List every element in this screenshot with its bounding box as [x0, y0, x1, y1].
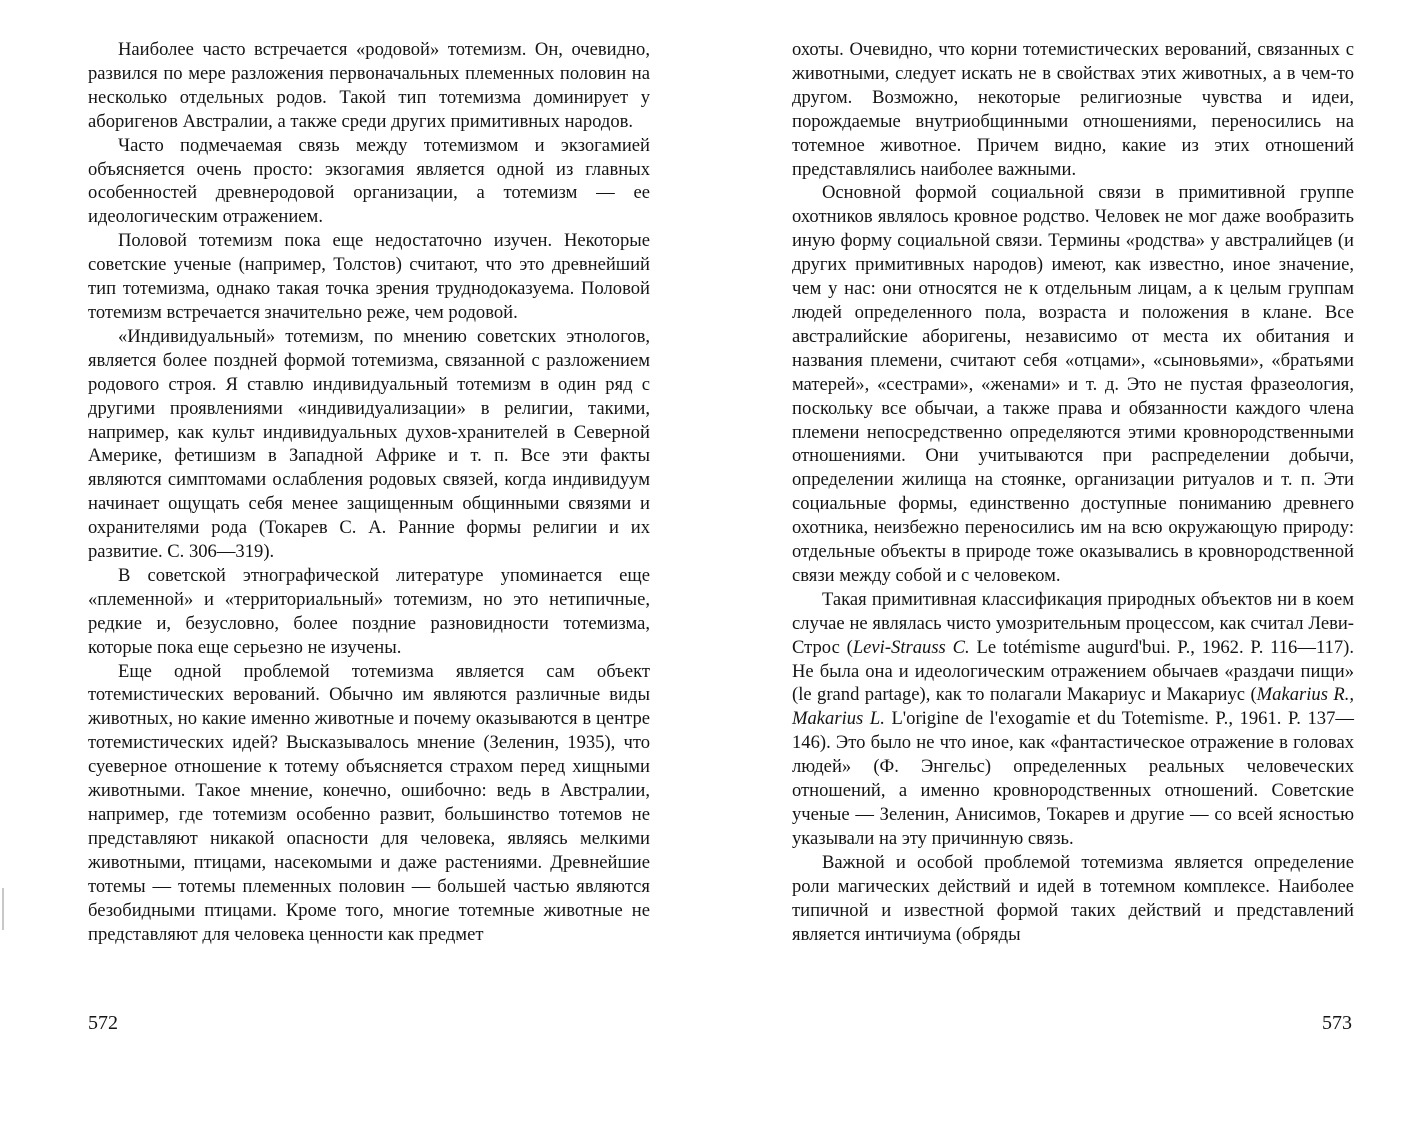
right-paragraph-1: охоты. Очевидно, что корни тотемистических верований, связанных с животными, следует искать не в свойствах этих животных, а в чем-то другом. Возможно, некоторые религиозные чувства и идеи, порождаемые внутриобщинными отношениями, переносились на тотемное животное. Причем видно, какие из этих отношений представлялись наиболее важными.	[792, 39, 1354, 180]
right-page-number: 573	[1322, 1012, 1352, 1034]
left-paragraph-6: Еще одной проблемой тотемизма является сам объект тотемистических верований. Обычно им являются различные виды животных, но какие именно животные и почему оказываются в центре тотемистических идей? Высказывалось мнение (Зеленин, 1935), что суеверное отношение к тотему объясняется страхом перед хищными животными. Такое мнение, конечно, ошибочно: ведь в Австралии, например, где тотемизм особенно развит, большинство тотемов не представляют никакой опасности для человека, являясь мелкими животными, птицами, насекомыми и даже растениями. Древнейшие тотемы — тотемы племенных половин — большей частью являются безобидными птицами. Кроме того, многие тотемные животные не представляют для человека ценности как предмет	[88, 660, 650, 945]
right-paragraph-3: Такая примитивная классификация природных объектов ни в коем случае не являлась чисто умозрительным процессом, как считал Леви-Строс (Levi-Strauss C. Le totémisme augurd'bui. P., 1962. P. 116—117). Не была она и идеологическим отражением обычаев «раздачи пищи» (le grand partage), как то полагали Макариус и Макариус (Makarius R., Makarius L. L'origine de l'exogamie et du Totemisme. P., 1961. P. 137—146). Это было не что иное, как «фантастическое отражение в головах людей» (Ф. Энгельс) определенных реальных человеческих отношений, а именно кровнородственных отношений. Советские ученые — Зеленин, Анисимов, Токарев и другие — со всей ясностью указывали на эту причинную связь.	[792, 588, 1355, 849]
left-paragraph-2: Часто подмечаемая связь между тотемизмом и экзогамией объясняется очень просто: экзогамия является одной из главных особенностей древнеродовой организации, а тотемизм — ее идеологическим отражением.	[88, 134, 650, 228]
left-page-number: 572	[88, 1012, 118, 1034]
left-paragraph-3: Половой тотемизм пока еще недостаточно изучен. Некоторые советские ученые (например, Толстов) считают, что это древнейший тип тотемизма, однако такая точка зрения труднодоказуема. Половой тотемизм встречается значительно реже, чем родовой.	[88, 230, 650, 323]
right-paragraph-4: Важной и особой проблемой тотемизма является определение роли магических действий и идей в тотемном комплексе. Наиболее типичной и известной формой таких действий и представлений является интичиума (обряды	[792, 851, 1354, 945]
right-paragraph-2: Основной формой социальной связи в примитивной группе охотников являлось кровное родство. Человек не мог даже вообразить иную форму социальной связи. Термины «родства» у австралийцев (и других примитивных народов) имеют, как известно, иное значение, чем у нас: они относятся не к отдельным лицам, а к целым группам людей определенного пола, возраста и положения в клане. Все австралийские аборигены, независимо от места их обитания и названия племени, считают себя «отцами», «сыновьями», «братьями матерей», «сестрами», «женами» и т. д. Это не пустая фразеология, поскольку все обычаи, а также права и обязанности каждого члена племени непосредственно определяются этими кровнородственными отношениями. Они учитываются при распределении добычи, определении жилища на стоянке, организации ритуалов и т. п. Эти социальные формы, единственно доступные пониманию древнего охотника, неизбежно переносились им на всю окружающую природу: отдельные объекты в природе тоже оказывались в кровнородственной связи между собой и с человеком.	[792, 182, 1354, 586]
scan-edge-mark	[2, 888, 4, 930]
left-page	[88, 38, 650, 946]
right-page	[792, 38, 1354, 946]
left-paragraph-1: Наиболее часто встречается «родовой» тотемизм. Он, очевидно, развился по мере разложения первоначальных племенных половин на несколько отдельных родов. Такой тип тотемизма доминирует у аборигенов Австралии, а также среди других примитивных народов.	[88, 39, 650, 132]
left-paragraph-4: «Индивидуальный» тотемизм, по мнению советских этнологов, является более поздней формой тотемизма, связанной с разложением родового строя. Я ставлю индивидуальный тотемизм в один ряд с другими проявлениями «индивидуализации» в религии, такими, например, как культ индивидуальных духов-хранителей в Северной Америке, фетишизм в Западной Африке и т. п. Все эти факты являются симптомами ослабления родовых связей, когда индивидуум начинает ощущать себя менее защищенным общинными связями и охранителями рода (Токарев С. А. Ранние формы религии и их развитие. С. 306—319).	[88, 325, 650, 563]
left-paragraph-5: В советской этнографической литературе упоминается еще «племенной» и «территориальный» тотемизм, но это нетипичные, редкие и, безусловно, более поздние разновидности тотемизма, которые пока еще серьезно не изучены.	[88, 564, 650, 658]
